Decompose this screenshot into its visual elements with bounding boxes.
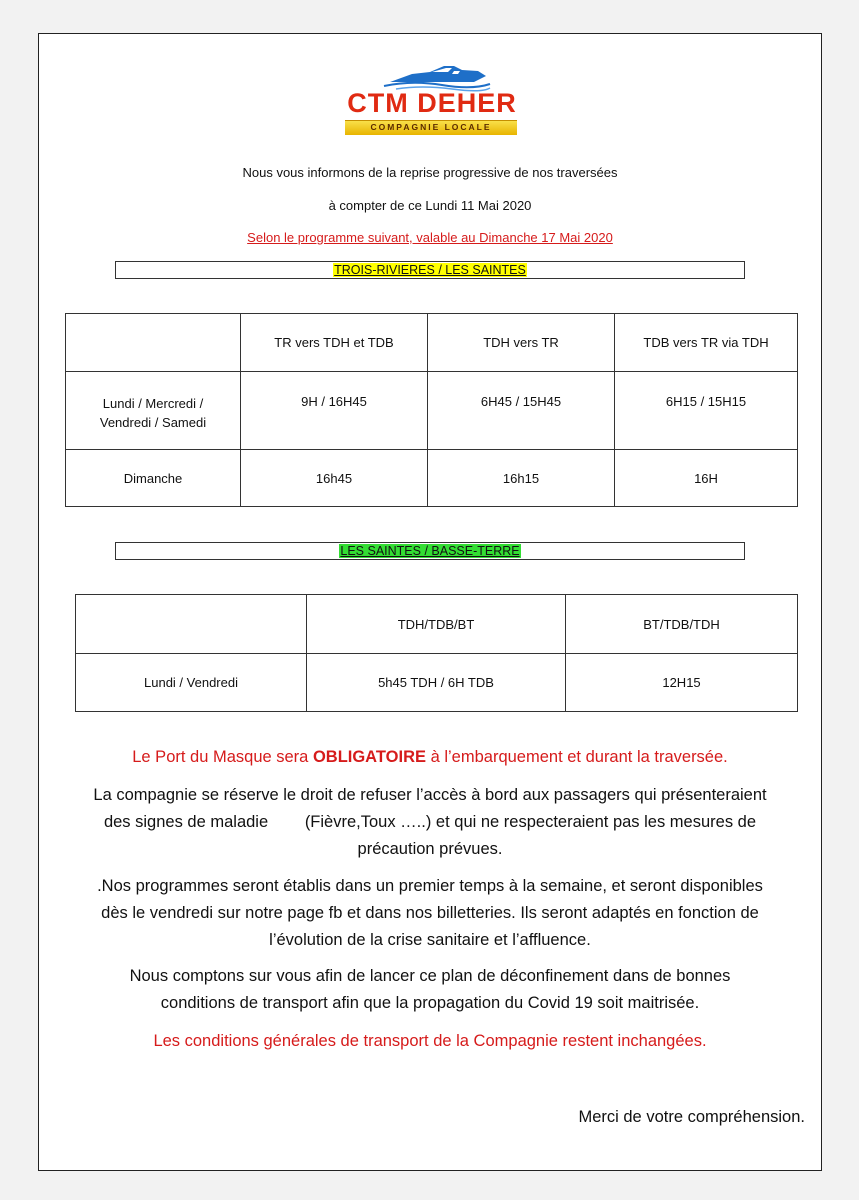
header-cell: TDB vers TR via TDH — [615, 314, 798, 372]
mask-text-before: Le Port du Masque sera — [132, 748, 313, 766]
header-cell: TR vers TDH et TDB — [241, 314, 428, 372]
header-cell: TDH vers TR — [428, 314, 615, 372]
day-cell — [66, 372, 241, 450]
time-cell: 6H15 / 15H15 — [615, 372, 798, 450]
route1-schedule-table — [65, 313, 798, 507]
closing-line: Merci de votre compréhension. — [578, 1108, 805, 1126]
table-row — [66, 450, 798, 507]
table-header-row — [66, 314, 798, 372]
day-line: Vendredi / Samedi — [99, 414, 207, 430]
company-logo — [337, 54, 527, 142]
header-cell-empty — [76, 595, 307, 654]
table-row — [66, 372, 798, 450]
mask-text-after: à l’embarquement et durant la traversée. — [426, 748, 728, 766]
day-cell: Dimanche — [66, 450, 241, 507]
time-cell: 5h45 TDH / 6H TDB — [307, 654, 566, 712]
header-cell: BT/TDB/TDH — [566, 595, 798, 654]
route2-banner — [115, 542, 745, 560]
refusal-paragraph — [39, 782, 821, 863]
logo-band — [345, 120, 517, 135]
mask-notice — [39, 744, 821, 771]
logo-title: CTM DEHER — [347, 88, 517, 118]
programs-paragraph — [39, 873, 821, 954]
paragraph-line: précaution prévues. — [357, 840, 503, 858]
table-row — [76, 654, 798, 712]
time-cell: 6H45 / 15H45 — [428, 372, 615, 450]
paragraph-line: des signes de maladie (Fièvre,Toux …..) et qui ne respecteraient pas les mesures de — [103, 813, 757, 831]
paragraph-line: dès le vendredi sur notre page fb et dans nos billetteries. Ils seront adaptés en fonction de — [101, 904, 759, 922]
table-header-row — [76, 595, 798, 654]
intro-line-1: Nous vous informons de la reprise progressive de nos traversées — [242, 165, 618, 180]
intro-line-2: à compter de ce Lundi 11 Mai 2020 — [328, 198, 532, 213]
header-cell-empty — [66, 314, 241, 372]
paragraph-line: conditions de transport afin que la propagation du Covid 19 soit maitrisée. — [160, 994, 700, 1012]
ship-icon — [382, 58, 492, 92]
time-cell: 16H — [615, 450, 798, 507]
paragraph-line: La compagnie se réserve le droit de refuser l’accès à bord aux passagers qui présenteraient — [93, 786, 767, 804]
time-cell: 16h45 — [241, 450, 428, 507]
paragraph-line: .Nos programmes seront établis dans un premier temps à la semaine, et seront disponibles — [97, 877, 763, 895]
deconfinement-paragraph — [39, 963, 821, 1017]
time-cell: 9H / 16H45 — [241, 372, 428, 450]
mask-obligatoire: OBLIGATOIRE — [312, 748, 426, 766]
header-cell: TDH/TDB/BT — [307, 595, 566, 654]
paragraph-line: l’évolution de la crise sanitaire et l’affluence. — [269, 931, 591, 949]
logo-subtitle: COMPAGNIE LOCALE — [370, 122, 492, 132]
day-cell: Lundi / Vendredi — [76, 654, 307, 712]
route2-schedule-table — [75, 594, 798, 712]
route1-title: TROIS-RIVIERES / LES SAINTES — [334, 263, 526, 277]
intro-line-3: Selon le programme suivant, valable au Dimanche 17 Mai 2020 — [247, 230, 613, 245]
route1-banner — [115, 261, 745, 279]
document-page — [38, 33, 822, 1171]
paragraph-line: Nous comptons sur vous afin de lancer ce plan de déconfinement dans de bonnes — [129, 967, 731, 985]
day-line: Lundi / Mercredi / — [102, 395, 204, 411]
time-cell: 16h15 — [428, 450, 615, 507]
conditions-notice: Les conditions générales de transport de la Compagnie restent inchangées. — [153, 1032, 707, 1050]
route2-title: LES SAINTES / BASSE-TERRE — [340, 544, 520, 558]
time-cell: 12H15 — [566, 654, 798, 712]
